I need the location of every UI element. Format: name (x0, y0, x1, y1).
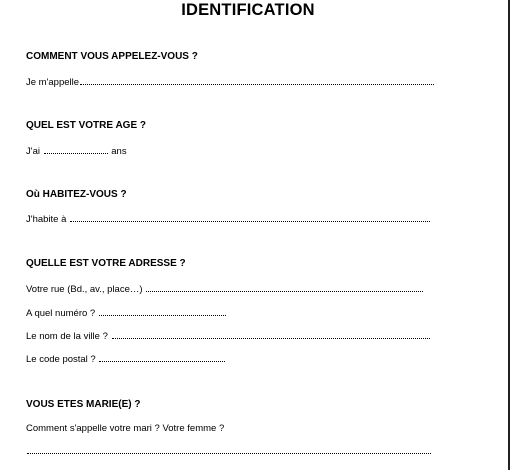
answer-line-postcode[interactable] (26, 354, 226, 365)
fill-in-dots[interactable] (27, 452, 431, 454)
fill-in-dots[interactable] (112, 337, 430, 339)
answer-prefix: Comment s'appelle votre mari ? Votre femme ? (26, 423, 225, 434)
answer-line-number[interactable] (26, 308, 227, 319)
fill-in-dots[interactable] (99, 360, 225, 362)
fill-in-dots[interactable] (70, 220, 430, 222)
answer-prefix: Je m'appelle (26, 77, 80, 88)
fill-in-dots[interactable] (80, 83, 434, 85)
answer-prefix: J'habite à (26, 214, 67, 225)
answer-line-street[interactable] (26, 284, 424, 295)
answer-line-age[interactable] (26, 146, 127, 157)
question-residence: Où HABITEZ-VOUS ? (26, 189, 127, 200)
form-title: IDENTIFICATION (181, 1, 315, 19)
answer-prefix: Le code postal ? (26, 354, 96, 365)
answer-line-city[interactable] (26, 331, 431, 342)
answer-line-residence[interactable] (26, 214, 431, 225)
question-name: COMMENT VOUS APPELEZ-VOUS ? (26, 51, 198, 62)
answer-line-spouse (26, 423, 224, 434)
fill-in-dots[interactable] (44, 152, 108, 154)
question-married: VOUS ETES MARIE(E) ? (26, 399, 141, 410)
question-age: QUEL EST VOTRE AGE ? (26, 120, 147, 131)
answer-line-name[interactable] (26, 77, 435, 88)
fill-in-dots[interactable] (99, 314, 226, 316)
question-address: QUELLE EST VOTRE ADRESSE ? (26, 258, 186, 269)
answer-prefix: A quel numéro ? (26, 308, 96, 319)
answer-prefix: J'ai (26, 146, 40, 157)
answer-prefix: Votre rue (Bd., av., place…) (26, 284, 143, 295)
fill-in-dots[interactable] (146, 290, 423, 292)
answer-prefix: Le nom de la ville ? (26, 331, 108, 342)
answer-suffix: ans (111, 146, 127, 157)
answer-line-spouse-fill[interactable] (26, 446, 432, 457)
